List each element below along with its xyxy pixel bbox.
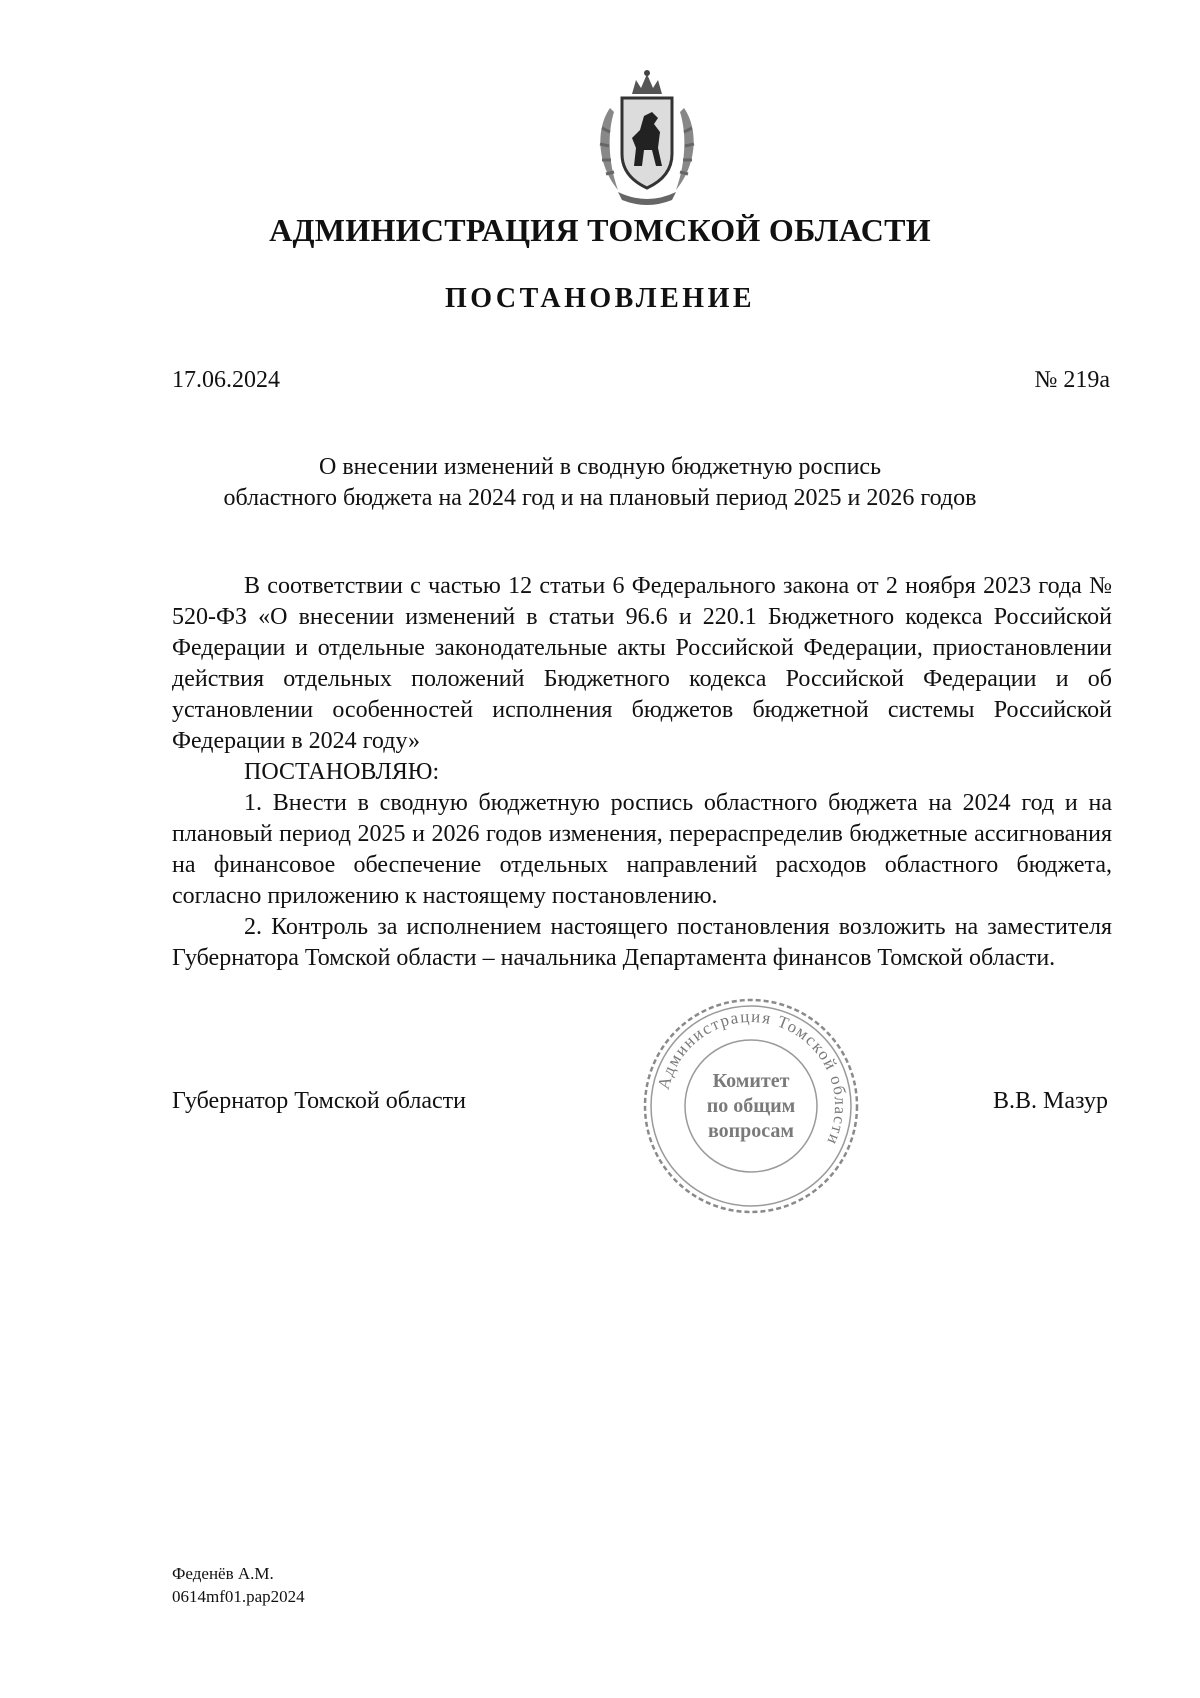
item-paragraph-1: 1. Внести в сводную бюджетную роспись областного бюджета на 2024 год и на плановый период 2025 и 2026 годов изменения, перераспределив бюджетные ассигнования на финансовое обеспечение отдельных направлений расходов областного бюджета, согласно приложению к настоящему постановлению. <box>172 790 1112 909</box>
coat-of-arms-icon <box>588 68 706 208</box>
subject-line: О внесении изменений в сводную бюджетную роспись <box>318 454 882 480</box>
subject-line: областного бюджета на 2024 год и на плановый период 2025 и 2026 годов <box>223 485 977 511</box>
item-paragraph-2: 2. Контроль за исполнением настоящего постановления возложить на заместителя Губернатора Томской области – начальника Департамента финансов Томской области. <box>172 914 1112 971</box>
organization-title: АДМИНИСТРАЦИЯ ТОМСКОЙ ОБЛАСТИ <box>269 212 931 248</box>
preamble-paragraph: В соответствии с частью 12 статьи 6 Федерального закона от 2 ноября 2023 года № 520-ФЗ «О внесении изменений в статьи 96.6 и 220.1 Бюджетного кодекса Российской Федерации и отдельные законодательные акты Российской Федерации, приостановлении действия отдельных положений Бюджетного кодекса Российской Федерации и об установлении особенностей исполнения бюджетов бюджетной системы Российской Федерации в 2024 году» <box>172 573 1112 754</box>
document-type: ПОСТАНОВЛЕНИЕ <box>444 283 756 314</box>
official-stamp-icon <box>640 995 862 1217</box>
decree-word: ПОСТАНОВЛЯЮ: <box>244 759 440 785</box>
document-date: 17.06.2024 <box>172 367 280 393</box>
document-footer <box>172 1562 305 1608</box>
file-code: 0614mf01.pap2024 <box>172 1587 305 1606</box>
signer-name: В.В. Мазур <box>993 1088 1108 1114</box>
signer-title: Губернатор Томской области <box>172 1088 466 1114</box>
document-subject <box>120 452 1080 514</box>
stamp-center-line: по общим <box>706 1095 796 1117</box>
stamp-center-line: Комитет <box>712 1070 790 1092</box>
stamp-center-line: вопросам <box>707 1120 795 1142</box>
document-number: № 219а <box>1034 367 1110 393</box>
author-name: Феденёв А.М. <box>172 1564 274 1583</box>
document-body <box>172 571 1112 974</box>
stamp-ring-text: Администрация Томской области <box>653 1006 851 1149</box>
